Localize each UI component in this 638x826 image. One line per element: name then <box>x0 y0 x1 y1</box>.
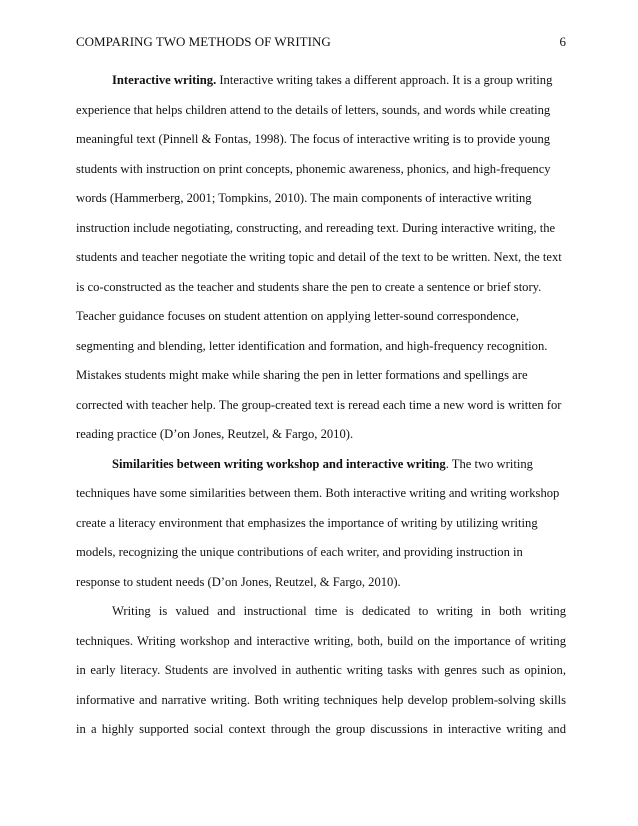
line-text: response to student needs (D’on Jones, Reutzel, & Fargo, 2010). <box>76 574 401 589</box>
text-line <box>76 102 566 132</box>
text-line <box>76 397 566 427</box>
line-text: experience that helps children attend to the details of letters, sounds, and words while creating <box>76 102 551 117</box>
body-text <box>76 72 566 751</box>
line-text: models, recognizing the unique contributions of each writer, and providing instruction in <box>76 545 523 559</box>
line-text: corrected with teacher help. The group-created text is reread each time a new word is written for <box>76 397 562 412</box>
line-text: students with instruction on print concepts, phonemic awareness, phonics, and high-frequency <box>76 161 551 176</box>
line-text: words (Hammerberg, 2001; Tompkins, 2010). The main components of interactive writing <box>76 191 532 205</box>
line-text: Writing is valued and instructional time is dedicated to writing in both writing <box>112 604 566 618</box>
text-line <box>76 279 566 309</box>
line-text: . The two writing <box>445 456 533 471</box>
line-text: create a literacy environment that emphasizes the importance of writing by utilizing writing <box>76 515 538 530</box>
text-line <box>76 367 566 397</box>
text-line <box>76 485 566 515</box>
subheading: Interactive writing. <box>112 73 217 87</box>
subheading: Similarities between writing workshop and interactive writing <box>112 456 446 471</box>
line-text: segmenting and blending, letter identification and formation, and high-frequency recognition. <box>76 338 548 353</box>
text-line <box>76 72 566 102</box>
text-line <box>76 426 566 456</box>
line-text: meaningful text (Pinnell & Fontas, 1998). The focus of interactive writing is to provide young <box>76 132 551 146</box>
text-line <box>76 220 566 250</box>
line-text: informative and narrative writing. Both writing techniques help develop problem-solving skills <box>76 692 566 707</box>
line-text: in a highly supported social context through the group discussions in interactive writing and <box>76 722 566 736</box>
text-line <box>76 338 566 368</box>
text-line <box>76 515 566 545</box>
text-line <box>76 456 566 486</box>
line-text: Teacher guidance focuses on student attention on applying letter-sound correspondence, <box>76 309 519 323</box>
line-text: instruction include negotiating, constructing, and rereading text. During interactive writing, the <box>76 220 556 235</box>
text-line <box>76 544 566 574</box>
running-head <box>76 34 566 50</box>
text-line <box>76 249 566 279</box>
text-line <box>76 308 566 338</box>
text-line <box>76 721 566 751</box>
running-head-title: COMPARING TWO METHODS OF WRITING <box>76 34 331 49</box>
text-line <box>76 131 566 161</box>
text-line <box>76 633 566 663</box>
line-text: techniques have some similarities between them. Both interactive writing and writing workshop <box>76 486 560 500</box>
line-text: students and teacher negotiate the writing topic and detail of the text to be written. Next, the text <box>76 250 562 264</box>
line-text: is co-constructed as the teacher and students share the pen to create a sentence or brief story. <box>76 279 542 294</box>
line-text: reading practice (D’on Jones, Reutzel, & Fargo, 2010). <box>76 427 354 441</box>
page-number: 6 <box>559 34 566 49</box>
text-line <box>76 190 566 220</box>
line-text: in early literacy. Students are involved in authentic writing tasks with genres such as opinion, <box>76 663 566 677</box>
line-text: Interactive writing takes a different approach. It is a group writing <box>216 73 553 87</box>
line-text: Mistakes students might make while sharing the pen in letter formations and spellings are <box>76 368 528 382</box>
text-line <box>76 574 566 604</box>
text-line <box>76 692 566 722</box>
text-line <box>76 161 566 191</box>
line-text: techniques. Writing workshop and interactive writing, both, build on the importance of writing <box>76 633 566 648</box>
text-line <box>76 603 566 633</box>
text-line <box>76 662 566 692</box>
